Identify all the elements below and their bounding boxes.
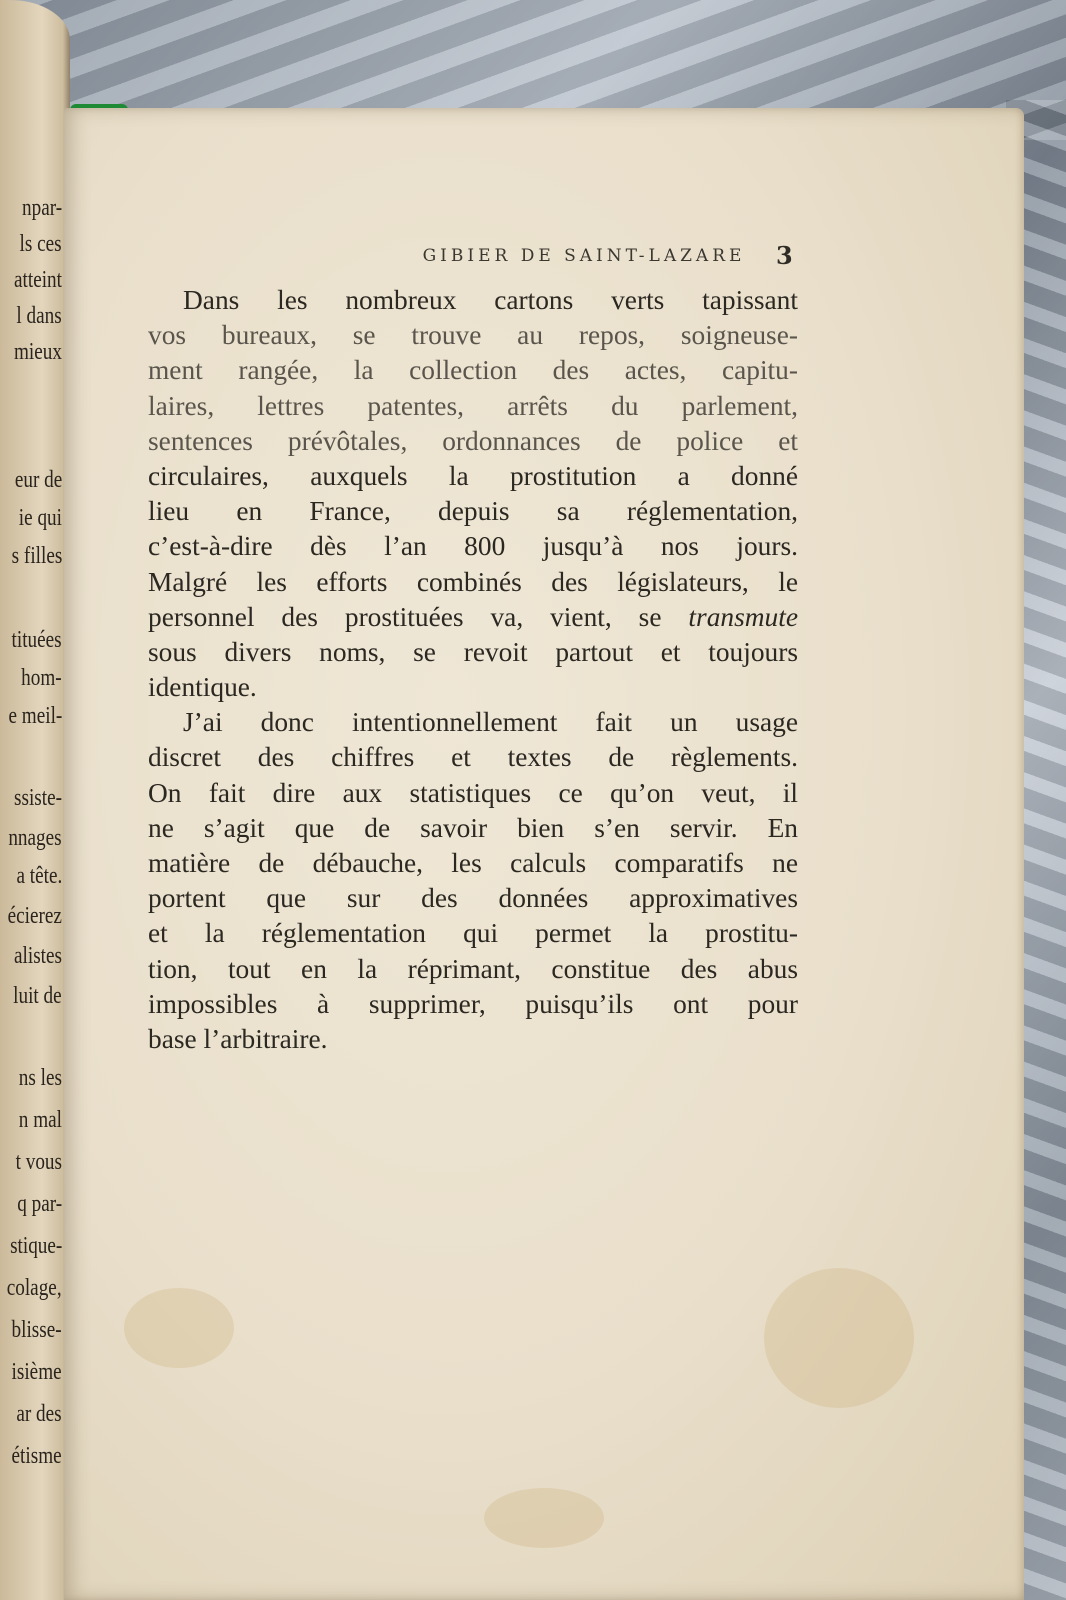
left-page-edge: [0, 0, 70, 1600]
left-fragment: ie qui: [18, 505, 62, 531]
foxing-stain: [124, 1288, 234, 1368]
text-line: Malgré les efforts combinés des législateurs, le: [148, 566, 798, 597]
left-fragment: luit de: [13, 983, 62, 1009]
text-line: tion, tout en la réprimant, constitue des abus: [148, 953, 798, 984]
foxing-stain: [484, 1488, 604, 1548]
text-line: base l’arbitraire.: [148, 1023, 328, 1054]
text-segment: personnel des prostituées va, vient, se: [148, 601, 689, 632]
left-fragment: nnages: [8, 825, 62, 851]
book-page: [64, 108, 1024, 1600]
text-line: discret des chiffres et textes de règlements.: [148, 742, 798, 773]
left-fragment: t vous: [15, 1149, 62, 1175]
left-fragment: blisse-: [11, 1317, 62, 1343]
left-fragment: npar-: [21, 195, 62, 221]
left-fragment: eur de: [14, 467, 62, 493]
left-fragment: n mal: [18, 1107, 62, 1133]
left-fragment: atteint: [14, 267, 62, 293]
left-fragment: alistes: [14, 943, 62, 969]
text-line: c’est-à-dire dès l’an 800 jusqu’à nos jours.: [148, 531, 798, 562]
left-fragment: s filles: [11, 543, 62, 569]
left-fragment: l dans: [16, 303, 62, 329]
text-line: circulaires, auxquels la prostitution a donné: [148, 460, 798, 491]
text-line: J’ai donc intentionnellement fait un usage: [183, 707, 798, 738]
left-fragment: ssiste-: [14, 785, 62, 811]
text-line: vos bureaux, se trouve au repos, soigneuse-: [148, 320, 798, 351]
left-fragment: q par-: [17, 1191, 62, 1217]
left-fragment: ns les: [18, 1065, 62, 1091]
left-fragment: a tête.: [16, 863, 62, 889]
foxing-stain: [764, 1268, 914, 1408]
italic-word: transmute: [688, 601, 798, 632]
left-fragment: hom-: [21, 665, 62, 691]
text-line: matière de débauche, les calculs comparatifs ne: [148, 848, 798, 878]
text-line: ne s’agit que de savoir bien s’en servir. En: [148, 812, 798, 843]
left-fragment: ar des: [16, 1401, 62, 1427]
text-line: sous divers noms, se revoit partout et toujours: [148, 636, 798, 667]
left-fragment: isième: [11, 1359, 62, 1385]
text-line: identique.: [148, 672, 257, 703]
text-line: sentences prévôtales, ordonnances de police et: [148, 425, 798, 456]
page-number: 3: [776, 241, 793, 270]
text-line: On fait dire aux statistiques ce qu’on veut, il: [148, 777, 798, 808]
text-line: portent que sur des données approximatives: [148, 883, 798, 914]
text-line: Dans les nombreux cartons verts tapissant: [183, 285, 798, 315]
running-head: GIBIER DE SAINT-LAZARE: [422, 246, 746, 266]
text-line: ment rangée, la collection des actes, capitu-: [148, 355, 798, 386]
text-line: et la réglementation qui permet la prostitu-: [148, 918, 798, 949]
left-fragment: stique-: [9, 1233, 62, 1259]
text-line: impossibles à supprimer, puisqu’ils ont pour: [148, 988, 798, 1019]
left-fragment: ls ces: [19, 231, 62, 257]
left-fragment: écierez: [7, 903, 62, 929]
left-fragment: e meil-: [8, 703, 62, 729]
left-fragment: colage,: [7, 1275, 62, 1301]
left-fragment: mieux: [14, 339, 62, 365]
text-line: [148, 600, 798, 635]
body-text: [148, 283, 798, 1057]
left-fragment: tituées: [11, 627, 62, 653]
text-line: laires, lettres patentes, arrêts du parlement,: [148, 390, 798, 421]
text-line: lieu en France, depuis sa réglementation,: [148, 496, 798, 527]
left-fragment: étisme: [11, 1443, 62, 1469]
